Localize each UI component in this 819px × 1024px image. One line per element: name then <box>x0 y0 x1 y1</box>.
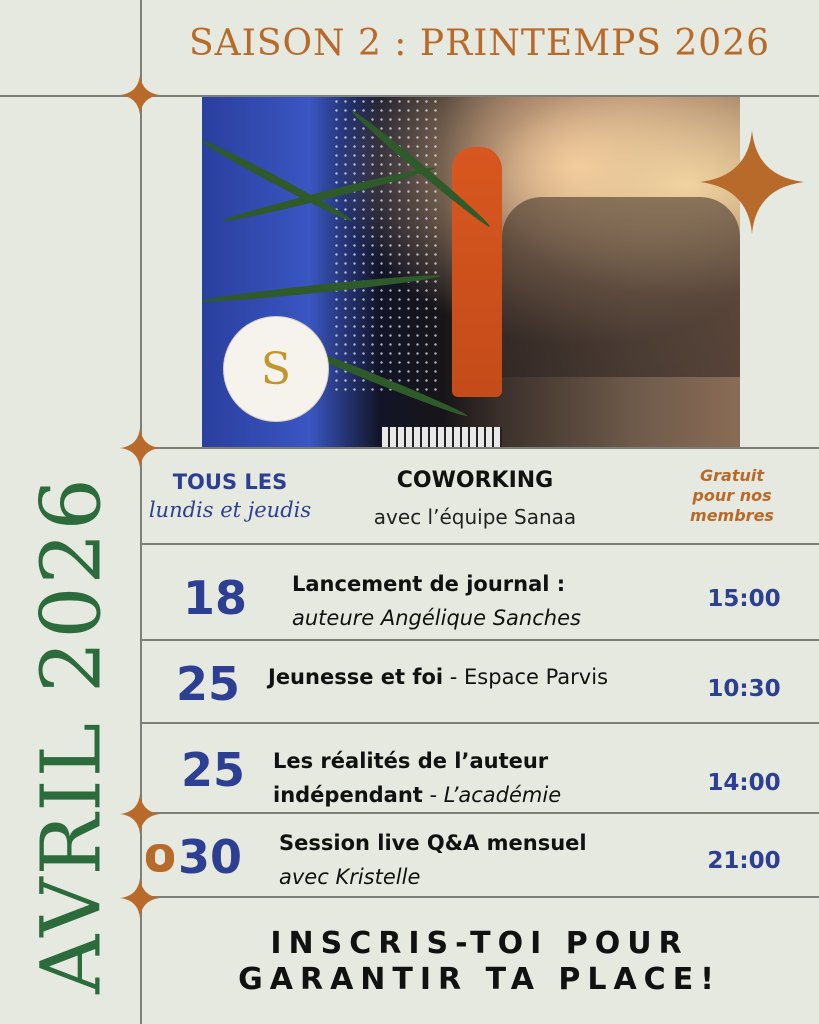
sparkle-icon <box>700 130 804 234</box>
microphone-icon <box>142 840 178 876</box>
season-title: SAISON 2 : PRINTEMPS 2026 <box>188 23 771 64</box>
coworking-divider-line <box>140 543 819 545</box>
event-photo <box>202 97 740 447</box>
event-subtitle: L’académie <box>443 783 562 807</box>
cta-line: GARANTIR TA PLACE! <box>238 962 721 997</box>
event-title: Les réalités de l’auteur indépendant <box>273 749 549 807</box>
price-line: membres <box>690 506 774 525</box>
sparkle-icon <box>120 75 160 115</box>
event-title: Jeunesse et foi <box>268 665 444 689</box>
event-divider-line <box>140 812 819 814</box>
event-time: 10:30 <box>707 676 781 702</box>
keyboard <box>382 427 502 447</box>
event-title: Session live Q&A mensuel <box>279 831 587 855</box>
coworking-schedule <box>145 468 315 524</box>
coworking-subtitle: avec l’équipe Sanaa <box>373 505 577 529</box>
performer <box>452 147 502 397</box>
event-divider-line <box>140 722 819 724</box>
sparkle-icon <box>120 878 160 918</box>
event-description <box>292 567 682 635</box>
event-divider-line <box>140 896 819 898</box>
event-day: 18 <box>183 571 248 625</box>
coworking-when-line2: lundis et jeudis <box>148 498 312 522</box>
logo-monogram: S <box>260 343 292 395</box>
month-title: AVRIL 2026 <box>24 476 120 994</box>
coworking-title: COWORKING <box>396 468 554 493</box>
event-time: 21:00 <box>707 848 781 874</box>
sparkle-icon <box>120 794 160 834</box>
event-day: 25 <box>181 743 246 797</box>
photo-divider-line <box>140 447 819 449</box>
event-divider-line <box>140 639 819 641</box>
event-description <box>279 826 669 894</box>
coworking-when-line1: TOUS LES <box>172 470 288 494</box>
price-note <box>668 466 796 526</box>
event-day: 30 <box>178 830 243 884</box>
event-time: 14:00 <box>707 770 781 796</box>
call-to-action <box>140 926 819 998</box>
studios-sanaa-logo <box>224 317 328 421</box>
price-line: pour nos <box>692 486 772 505</box>
sparkle-icon <box>120 428 160 468</box>
event-subtitle: avec Kristelle <box>279 865 421 889</box>
event-description <box>268 660 668 694</box>
price-line: Gratuit <box>700 466 764 485</box>
cta-line: INSCRIS-TOI POUR <box>270 926 689 961</box>
event-suffix: - Espace Parvis <box>443 665 609 689</box>
event-day: 25 <box>176 657 241 711</box>
event-description <box>273 744 643 812</box>
event-subtitle: auteure Angélique Sanches <box>292 606 581 630</box>
event-title: Lancement de journal : <box>292 572 566 596</box>
event-time: 15:00 <box>707 586 781 612</box>
event-suffix: - <box>422 783 444 807</box>
